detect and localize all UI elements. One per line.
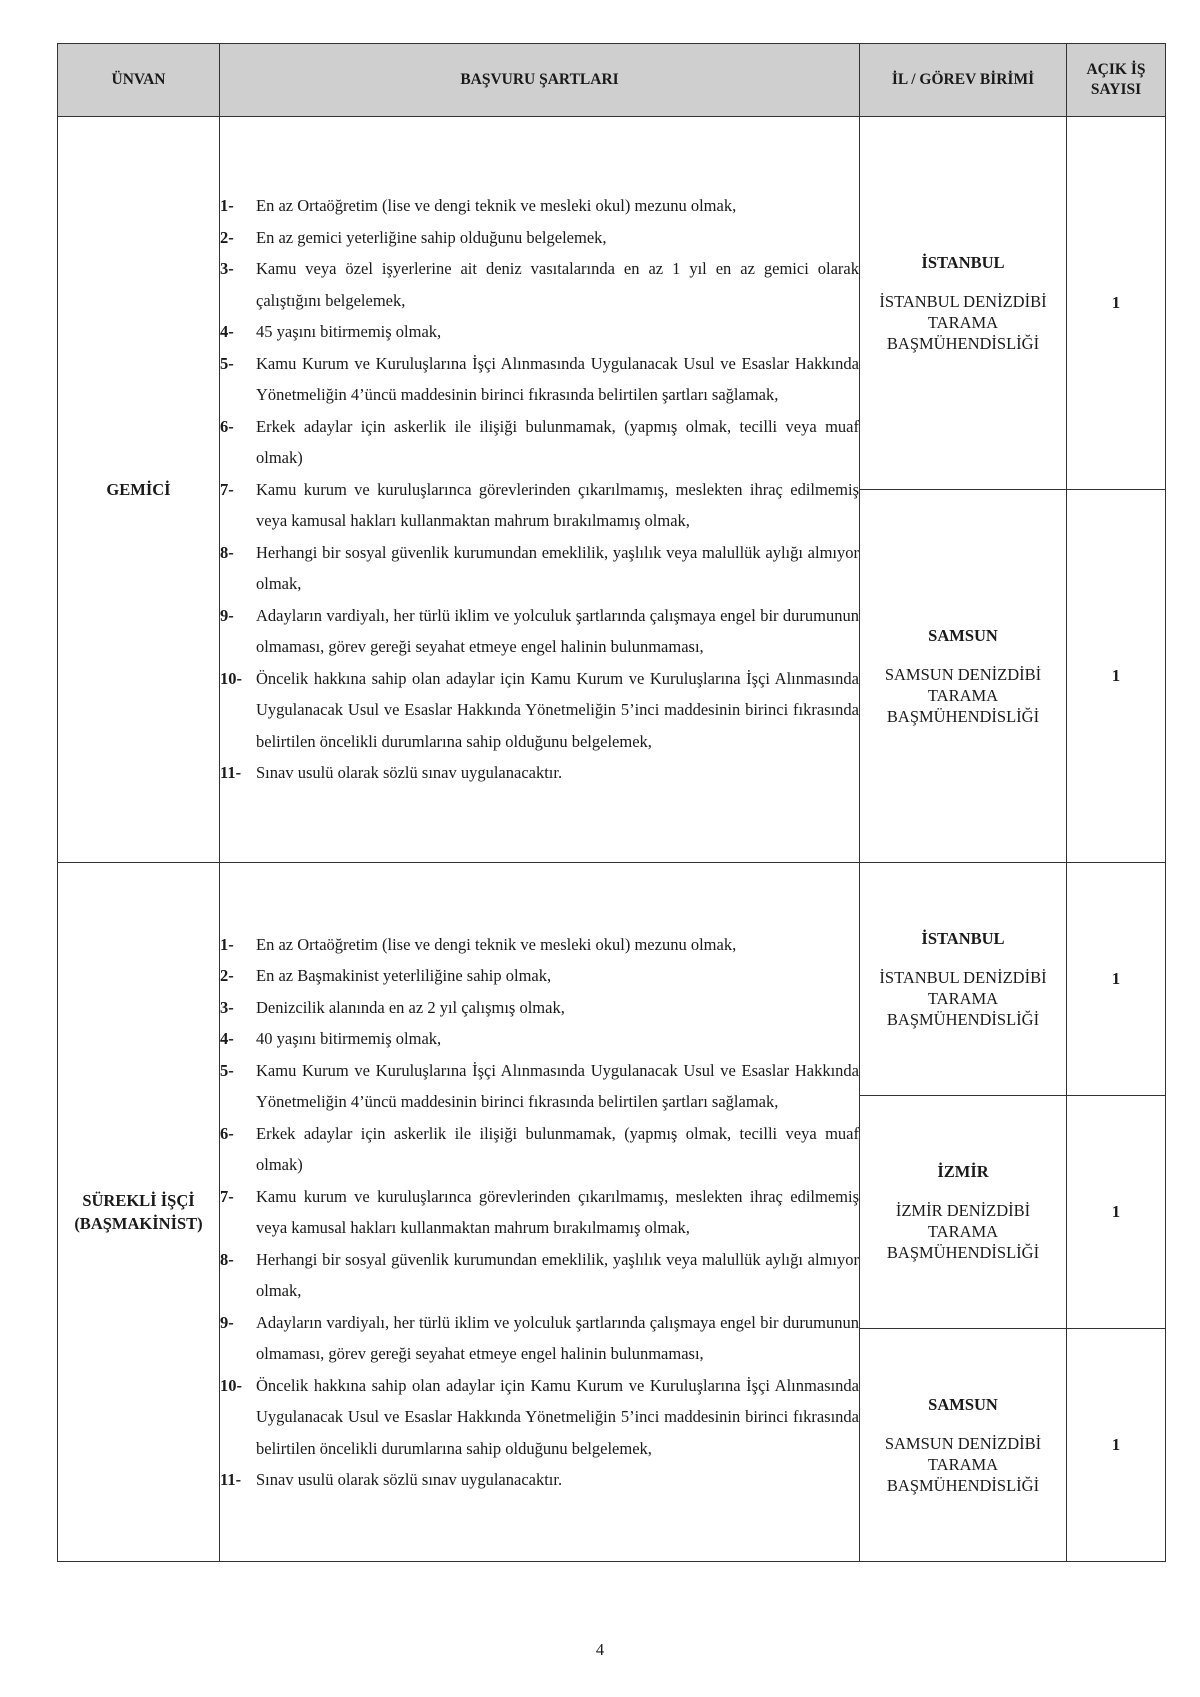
item-text: En az Ortaöğretim (lise ve dengi teknik ve mesleki okul) mezunu olmak, [256, 934, 737, 954]
job-count: 1 [1067, 117, 1166, 490]
list-item [220, 1055, 859, 1118]
list-item [220, 222, 859, 254]
unit-name: SAMSUN DENİZDİBİ TARAMA BAŞMÜHENDİSLİĞİ [884, 665, 1042, 726]
list-item [220, 348, 859, 411]
item-text: 45 yaşını bitirmemiş olmak, [256, 322, 442, 342]
item-text: Kamu kurum ve kuruluşlarınca görevlerinden çıkarılmamış, meslekten ihraç edilmemiş veya kamusal hakları kullanmaktan mahrum bırakılmamış olmak, [256, 1186, 859, 1237]
location-gemici-istanbul [860, 117, 1067, 490]
list-item [220, 1181, 859, 1244]
job-title-line2: (BAŞMAKİNİST) [74, 1214, 203, 1233]
list-item [220, 190, 859, 222]
header-sayi: AÇIK İŞ SAYISI [1067, 44, 1166, 117]
item-number: 7- [220, 479, 234, 499]
item-number: 9- [220, 605, 234, 625]
list-item [220, 253, 859, 316]
item-text: En az gemici yeterliğine sahip olduğunu belgelemek, [256, 227, 607, 247]
job-listing-table [57, 43, 1166, 1562]
item-number: 11- [220, 763, 242, 783]
item-number: 3- [220, 259, 234, 279]
item-text: Erkek adaylar için askerlik ile ilişiği bulunmamak, (yapmış olmak, tecilli veya muaf olmak) [256, 416, 859, 468]
item-number: 4- [220, 322, 234, 342]
item-text: Sınav usulü olarak sözlü sınav uygulanacaktır. [256, 1470, 563, 1489]
item-text: Kamu veya özel işyerlerine ait deniz vasıtalarında en az 1 yıl en az gemici olarak çalıştığını belgelemek, [256, 259, 859, 310]
list-item [220, 1370, 859, 1465]
unit-name: SAMSUN DENİZDİBİ TARAMA BAŞMÜHENDİSLİĞİ [884, 1434, 1042, 1495]
list-item [220, 929, 859, 961]
job-title-gemici [58, 117, 220, 863]
unit-name: İSTANBUL DENİZDİBİ TARAMA BAŞMÜHENDİSLİĞİ [879, 968, 1047, 1029]
item-text: Herhangi bir sosyal güvenlik kurumundan emeklilik, yaşlılık veya malullük aylığı almıyor olmak, [256, 1249, 859, 1300]
list-item [220, 600, 859, 663]
list-item [220, 757, 859, 789]
job-title-line1: GEMİCİ [106, 480, 171, 499]
job-title-line1: SÜREKLİ İŞÇİ [82, 1191, 195, 1210]
item-text: Öncelik hakkına sahip olan adaylar için Kamu Kurum ve Kuruluşlarına İşçi Alınmasında Uygulanacak Usul ve Esaslar Hakkında Yönetmeliğin 5’inci maddesinin birinci fıkrasında belirtilen öncelikli durumlarına sahip olduğunu belgelemek, [256, 668, 859, 751]
item-text: Kamu Kurum ve Kuruluşlarına İşçi Alınmasında Uygulanacak Usul ve Esaslar Hakkında Yönetmeliğin 4’üncü maddesinin birinci fıkrasında belirtilen şartları sağlamak, [256, 353, 859, 405]
location-basmakinist-istanbul [860, 863, 1067, 1096]
item-number: 5- [220, 1060, 234, 1080]
city-name: İSTANBUL [921, 929, 1005, 948]
item-number: 6- [220, 416, 234, 436]
list-item [220, 1307, 859, 1370]
item-text: Sınav usulü olarak sözlü sınav uygulanacaktır. [256, 763, 563, 783]
item-number: 2- [220, 227, 234, 247]
location-basmakinist-samsun [860, 1329, 1067, 1562]
item-number: 10- [220, 1375, 242, 1395]
city-name: SAMSUN [928, 626, 998, 645]
group-basmakinist-row-1 [58, 863, 1166, 1096]
item-number: 6- [220, 1123, 234, 1143]
header-unvan: ÜNVAN [58, 44, 220, 117]
list-item [220, 474, 859, 537]
item-text: Denizcilik alanında en az 2 yıl çalışmış olmak, [256, 997, 565, 1017]
item-number: 10- [220, 668, 242, 688]
job-count: 1 [1067, 1096, 1166, 1329]
item-number: 1- [220, 934, 234, 954]
unit-name: İZMİR DENİZDİBİ TARAMA BAŞMÜHENDİSLİĞİ [886, 1201, 1040, 1262]
item-text: Adayların vardiyalı, her türlü iklim ve yolculuk şartlarında çalışmaya engel bir durumunun olmaması, görev gereği seyahat etmeye engel halinin bulunmaması, [256, 1312, 859, 1363]
item-number: 5- [220, 353, 234, 373]
requirements-gemici [220, 117, 860, 863]
item-text: Öncelik hakkına sahip olan adaylar için Kamu Kurum ve Kuruluşlarına İşçi Alınmasında Uygulanacak Usul ve Esaslar Hakkında Yönetmeliğin 5’inci maddesinin birinci fıkrasında belirtilen öncelikli durumlarına sahip olduğunu belgelemek, [256, 1375, 859, 1458]
city-name: İZMİR [937, 1162, 989, 1181]
item-text: En az Ortaöğretim (lise ve dengi teknik ve mesleki okul) mezunu olmak, [256, 196, 737, 216]
unit-name: İSTANBUL DENİZDİBİ TARAMA BAŞMÜHENDİSLİĞİ [879, 292, 1047, 353]
item-number: 2- [220, 966, 234, 985]
job-count: 1 [1067, 490, 1166, 863]
header-row [58, 44, 1166, 117]
header-birim: İL / GÖREV BİRİMİ [860, 44, 1067, 117]
list-item [220, 663, 859, 758]
item-text: 40 yaşını bitirmemiş olmak, [256, 1029, 442, 1048]
location-gemici-samsun [860, 490, 1067, 863]
list-item [220, 960, 859, 992]
header-sartlar: BAŞVURU ŞARTLARI [220, 44, 860, 117]
list-item [220, 316, 859, 348]
item-number: 11- [220, 1470, 242, 1489]
item-number: 8- [220, 1249, 234, 1269]
requirements-basmakinist [220, 863, 860, 1562]
list-item [220, 1118, 859, 1181]
list-item [220, 992, 859, 1024]
item-number: 7- [220, 1186, 234, 1206]
job-count: 1 [1067, 1329, 1166, 1562]
page-number: 4 [595, 1640, 605, 1659]
list-item [220, 1244, 859, 1307]
item-number: 4- [220, 1029, 234, 1048]
job-title-basmakinist [58, 863, 220, 1562]
city-name: SAMSUN [928, 1395, 998, 1414]
location-basmakinist-izmir [860, 1096, 1067, 1329]
item-number: 8- [220, 542, 234, 562]
item-text: Kamu Kurum ve Kuruluşlarına İşçi Alınmasında Uygulanacak Usul ve Esaslar Hakkında Yönetmeliğin 4’üncü maddesinin birinci fıkrasında belirtilen şartları sağlamak, [256, 1060, 859, 1111]
item-text: Kamu kurum ve kuruluşlarınca görevlerinden çıkarılmamış, meslekten ihraç edilmemiş veya kamusal hakları kullanmaktan mahrum bırakılmamış olmak, [256, 479, 859, 531]
list-item [220, 537, 859, 600]
item-text: En az Başmakinist yeterliliğine sahip olmak, [256, 966, 552, 985]
item-text: Erkek adaylar için askerlik ile ilişiği bulunmamak, (yapmış olmak, tecilli veya muaf olmak) [256, 1123, 859, 1174]
item-number: 3- [220, 997, 234, 1017]
item-number: 1- [220, 196, 234, 216]
item-text: Herhangi bir sosyal güvenlik kurumundan emeklilik, yaşlılık veya malullük aylığı almıyor olmak, [256, 542, 859, 594]
job-count: 1 [1067, 863, 1166, 1096]
list-item [220, 411, 859, 474]
list-item [220, 1023, 859, 1055]
requirements-list [220, 190, 859, 789]
city-name: İSTANBUL [921, 253, 1005, 272]
list-item [220, 1464, 859, 1496]
requirements-list [220, 929, 859, 1496]
item-number: 9- [220, 1312, 234, 1332]
item-text: Adayların vardiyalı, her türlü iklim ve yolculuk şartlarında çalışmaya engel bir durumunun olmaması, görev gereği seyahat etmeye engel halinin bulunmaması, [256, 605, 859, 657]
group-gemici-row-1 [58, 117, 1166, 490]
